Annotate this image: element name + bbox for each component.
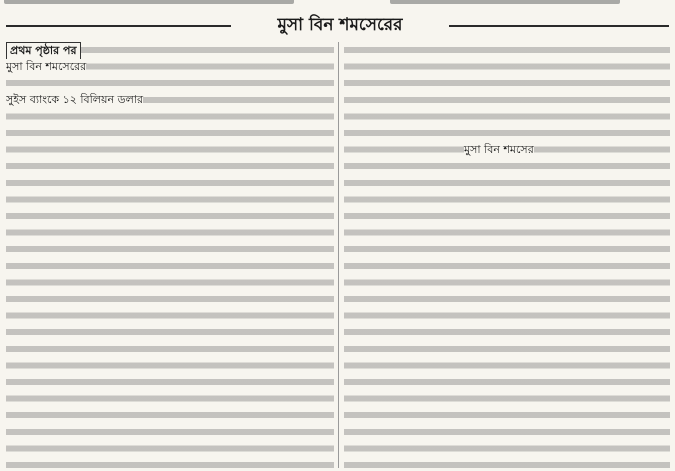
body-text-lines: [344, 42, 670, 468]
headline-rule-left: [6, 25, 231, 27]
jump-label: প্রথম পৃষ্ঠার পর: [6, 42, 81, 60]
legible-fragment: মুসা বিন শমসেরের: [6, 60, 87, 73]
legible-fragment: মুসা বিন শমসের: [464, 143, 534, 156]
headline-rule-right: [449, 25, 669, 27]
article-headline: মুসা বিন শমসেরের: [235, 13, 445, 37]
article-column-left: [6, 42, 334, 468]
legible-fragment: সুইস ব্যাংকে ১২ বিলিয়ন ডলার: [6, 93, 144, 106]
previous-article-tail: [0, 0, 675, 11]
article-column-right: [344, 42, 670, 468]
column-divider: [338, 42, 339, 468]
headline-band: [0, 13, 675, 37]
